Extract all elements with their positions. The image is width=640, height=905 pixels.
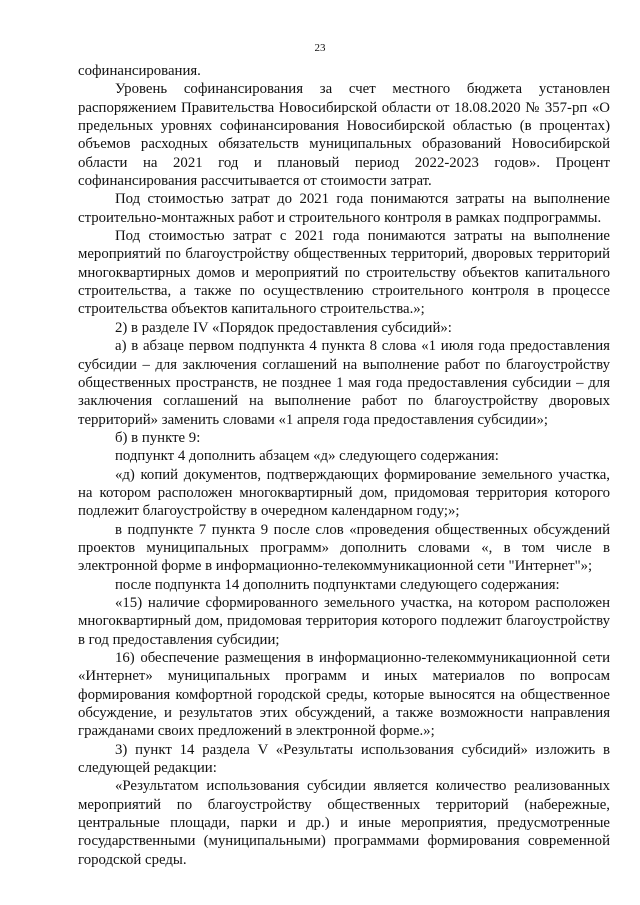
paragraph: 16) обеспечение размещения в информационно-телекоммуникационной сети «Интернет» муниципальных программ и иных материалов по вопросам формирования комфортной городской среды, которые выносятся на общественное обсуждение, и результатов этих обсуждений, а также возможности направления гражданами своих предложений в электронной форме.»; <box>78 650 610 740</box>
paragraph: софинансирования. <box>78 63 201 79</box>
paragraph: подпункт 4 дополнить абзацем «д» следующего содержания: <box>115 448 499 465</box>
paragraph: а) в абзаце первом подпункта 4 пункта 8 слова «1 июля года предоставления субсидии – для заключения соглашений на выполнение работ по благоустройству общественных пространств, не позднее 1 мая года предоставления субсидии – для заключения соглашений на выполнение работ по благоустройству дворовых территорий» заменить словами «1 апреля года предоставления субсидии»; <box>78 338 610 428</box>
paragraph: Под стоимостью затрат с 2021 года понимаются затраты на выполнение мероприятий по благоустройству общественных территорий, дворовых территорий многоквартирных домов и мероприятий по строительству объектов капитального строительства, а также по осуществлению строительного контроля в процессе строительства объектов капитального строительства.»; <box>78 228 610 318</box>
paragraph: 3) пункт 14 раздела V «Результаты использования субсидий» изложить в следующей редакции: <box>78 741 610 777</box>
paragraph: Уровень софинансирования за счет местного бюджета установлен распоряжением Правительства Новосибирской области от 18.08.2020 № 357-рп «О предельных уровнях софинансирования Новосибирской областью (в процентах) объемов расходных обязательств муниципальных образований Новосибирской области на 2021 год и плановый период 2022-2023 годов». Процент софинансирования рассчитывается от стоимости затрат. <box>78 81 610 190</box>
paragraph: «Результатом использования субсидии является количество реализованных мероприятий по благоустройству общественных территорий (набережные, центральные площади, парки и др.) и иные мероприятия, предусмотренные государственными (муниципальными) программами формирования современной городской среды. <box>78 778 610 868</box>
paragraph: «15) наличие сформированного земельного участка, на котором расположен многоквартирный дом, придомовая территория которого подлежит благоустройству в год предоставления субсидии; <box>78 594 610 648</box>
document-body <box>78 62 610 869</box>
page-number: 23 <box>314 42 326 54</box>
paragraph: б) в пункте 9: <box>115 429 201 446</box>
paragraph: «д) копий документов, подтверждающих формирование земельного участка, на котором расположен многоквартирный дом, придомовая территория которого подлежит благоустройству в очередном календарном году;»; <box>78 466 610 520</box>
paragraph: после подпункта 14 дополнить подпунктами следующего содержания: <box>115 576 560 593</box>
paragraph: в подпункте 7 пункта 9 после слов «проведения общественных обсуждений проектов муниципальных программ» дополнить словами «, в том числе в электронной форме в информационно-телекоммуникационной сети "Интернет"»; <box>78 521 610 575</box>
paragraph: 2) в разделе IV «Порядок предоставления субсидий»: <box>115 319 452 336</box>
paragraph: Под стоимостью затрат до 2021 года понимаются затраты на выполнение строительно-монтажных работ и строительного контроля в рамках подпрограммы. <box>78 191 610 226</box>
